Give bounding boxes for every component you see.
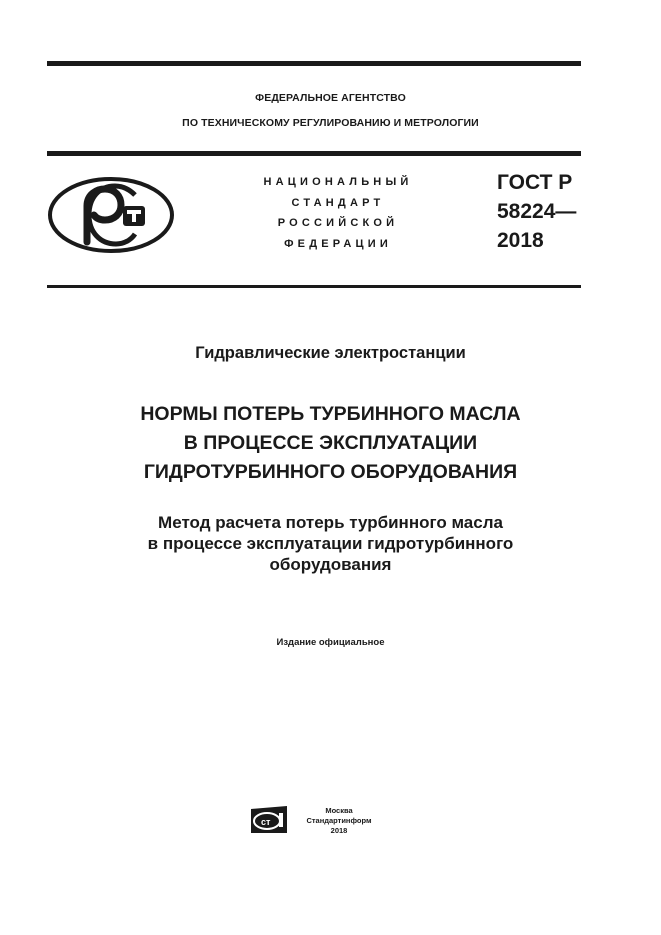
publication-year: 2018 [330,826,348,835]
publisher-imprint [293,806,385,836]
standard-designation [497,168,576,255]
subtitle-line: Метод расчета потерь турбинного масла [158,513,503,532]
title-line: НОРМЫ ПОТЕРЬ ТУРБИННОГО МАСЛА [140,403,521,425]
national-line: НАЦИОНАЛЬНЫЙ [263,176,413,188]
title-line: ГИДРОТУРБИННОГО ОБОРУДОВАНИЯ [143,461,518,483]
designation-line: 58224— [497,200,577,223]
bottom-rule [47,285,581,288]
national-standard-label [238,172,438,254]
agency-name-line-2: ПО ТЕХНИЧЕСКОМУ РЕГУЛИРОВАНИЮ И МЕТРОЛОГИИ [182,117,479,129]
publisher-name: Стандартинформ [306,816,372,825]
agency-name-line-1: ФЕДЕРАЛЬНОЕ АГЕНТСТВО [255,92,406,104]
national-line: ФЕДЕРАЦИИ [284,237,392,250]
publisher-city: Москва [325,806,353,815]
national-line: РОССИЙСКОЙ [277,217,399,229]
standartinform-logo-icon [250,805,288,834]
designation-line: ГОСТ Р [497,171,573,194]
national-line: СТАНДАРТ [291,196,385,209]
svg-text:ст: ст [261,817,271,827]
title-line: В ПРОЦЕССЕ ЭКСПЛУАТАЦИИ [183,432,478,454]
document-subtitle [0,512,661,575]
edition-label: Издание официальное [276,637,385,648]
document-title [0,400,661,487]
top-rule [47,61,581,66]
subtitle-line: в процессе эксплуатации гидротурбинного [147,534,514,553]
middle-rule [47,151,581,156]
subtitle-line: оборудования [269,555,392,574]
gost-r-logo-icon [47,176,175,254]
designation-line: 2018 [497,229,544,252]
document-category: Гидравлические электростанции [195,344,466,362]
